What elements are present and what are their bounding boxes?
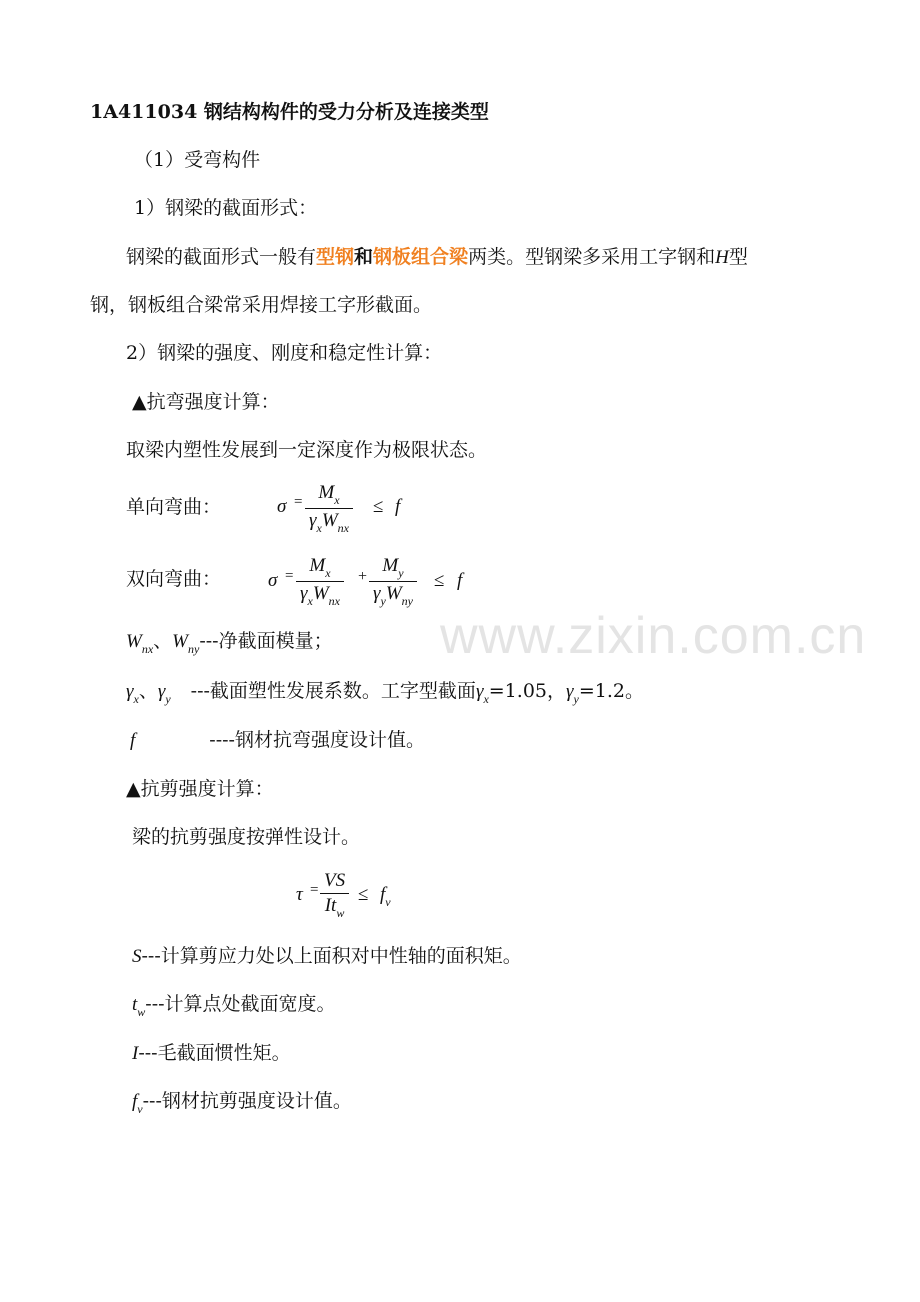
highlight-rolled-steel: 型钢 [316,246,355,268]
denominator [369,582,417,609]
gamma-symbol: γ [373,583,381,604]
definition-first-moment [132,945,522,969]
subscript: y [573,692,579,706]
denominator [296,582,344,609]
subscript: v [385,895,391,909]
w-symbol: W [312,583,329,604]
fraction-y [369,554,417,609]
subscript: nx [328,594,340,608]
subscript: nx [337,521,349,535]
f-symbol: f [457,570,463,591]
w-symbol: W [126,631,142,652]
definition-text: ---净截面模量； [199,630,333,652]
definition-text: ---截面塑性发展系数。工字型截面 [190,680,476,702]
sigma-symbol: σ [277,496,287,517]
f-symbol: f [132,1091,138,1112]
definition-bending-design-strength [130,729,425,753]
gamma-symbol: γ [566,681,574,702]
paragraph-section-forms-line1 [126,246,748,270]
subscript: nx [141,642,154,656]
definition-section-modulus [126,630,333,656]
fraction [305,481,353,536]
definition-moment-of-inertia [132,1042,291,1066]
t-symbol: t [132,994,138,1015]
numerator [369,554,417,581]
shear-intro: 梁的抗剪强度按弹性设计。 [132,826,361,848]
leq-sign: ≤ [358,884,369,905]
f-symbol: f [395,496,401,517]
denominator [305,509,353,536]
definition-shear-design-strength [132,1090,352,1116]
definition-text: ---毛截面惯性矩。 [138,1042,291,1064]
plus-sign: + [358,568,368,585]
equals-sign: = [285,568,294,584]
gamma-symbol: γ [300,583,308,604]
definition-text: ---钢材抗剪强度设计值。 [142,1090,352,1112]
separator: 、 [138,680,158,702]
text: 两类。型钢梁多采用工字钢和 [468,246,716,268]
heading-bending-strength: ▲抗弯强度计算： [132,391,280,413]
symbol-h: H [715,247,729,268]
numerator: VS [324,870,346,891]
w-symbol: W [385,583,402,604]
m-symbol: M [309,555,326,576]
f-symbol: f [130,730,136,751]
subscript: x [133,692,139,706]
bending-intro: 取梁内塑性发展到一定深度作为极限状态。 [126,439,488,461]
gamma-symbol: γ [309,510,317,531]
text: 和 [354,246,374,268]
tau-symbol: τ [296,884,303,905]
subscript: x [307,594,313,608]
numerator [296,554,344,581]
leq-sign: ≤ [434,570,445,591]
subscript: w [336,905,345,920]
subscript: x [316,521,322,535]
s-symbol: S [132,946,142,967]
m-symbol: M [318,482,335,503]
gamma-symbol: γ [157,681,166,702]
f-symbol: f [380,884,386,905]
gamma-symbol: γ [475,681,484,702]
subscript: v [137,1102,143,1116]
separator: 、 [153,630,173,652]
fv-symbol [380,884,391,910]
leq-sign: ≤ [373,496,384,517]
subheading-strength-calc: 2）钢梁的强度、刚度和稳定性计算： [126,342,443,364]
label-single-bending: 单向弯曲： [126,496,222,518]
w-symbol: W [321,510,338,531]
heading-shear-strength: ▲抗剪强度计算： [126,778,274,800]
m-symbol: M [382,555,399,576]
watermark: www.zixin.com.cn [440,607,867,665]
definition-text: ---计算剪应力处以上面积对中性轴的面积矩。 [141,945,522,967]
gamma-x-value: =1.05， [488,680,566,702]
subscript: y [380,594,386,608]
text: 型 [728,246,748,268]
text: 钢梁的截面形式一般有 [126,246,317,268]
highlight-plate-girder: 钢板组合梁 [373,246,469,268]
subscript: x [483,692,489,706]
definition-web-thickness [132,993,336,1019]
denominator [320,894,349,921]
gamma-y-value: =1.2。 [578,680,644,702]
it-symbol: It [324,894,337,916]
fraction [320,869,349,921]
fraction-x [296,554,344,609]
heading-bending-members: （1）受弯构件 [134,149,261,171]
subscript: x [325,566,331,580]
w-symbol: W [172,631,188,652]
equals-sign: = [294,494,303,510]
equals-sign: = [310,882,319,898]
label-double-bending: 双向弯曲： [126,568,222,590]
sigma-symbol: σ [268,570,278,591]
definition-text: ---计算点处截面宽度。 [145,993,336,1015]
definition-plasticity-factor [126,680,644,706]
subscript: x [334,493,340,507]
subscript: w [137,1005,146,1019]
definition-text: ----钢材抗弯强度设计值。 [209,729,425,751]
subscript: y [165,692,171,706]
paragraph-section-forms-line2: 钢，钢板组合梁常采用焊接工字形截面。 [90,294,433,316]
numerator [305,481,353,508]
subscript: y [398,566,404,580]
gamma-symbol: γ [126,681,134,702]
i-symbol: I [132,1043,139,1064]
subscript: ny [401,594,413,608]
subscript: ny [188,642,200,656]
subheading-section-forms: 1）钢梁的截面形式： [134,197,318,219]
section-title: 1A411034 钢结构构件的受力分析及连接类型 [90,101,489,123]
